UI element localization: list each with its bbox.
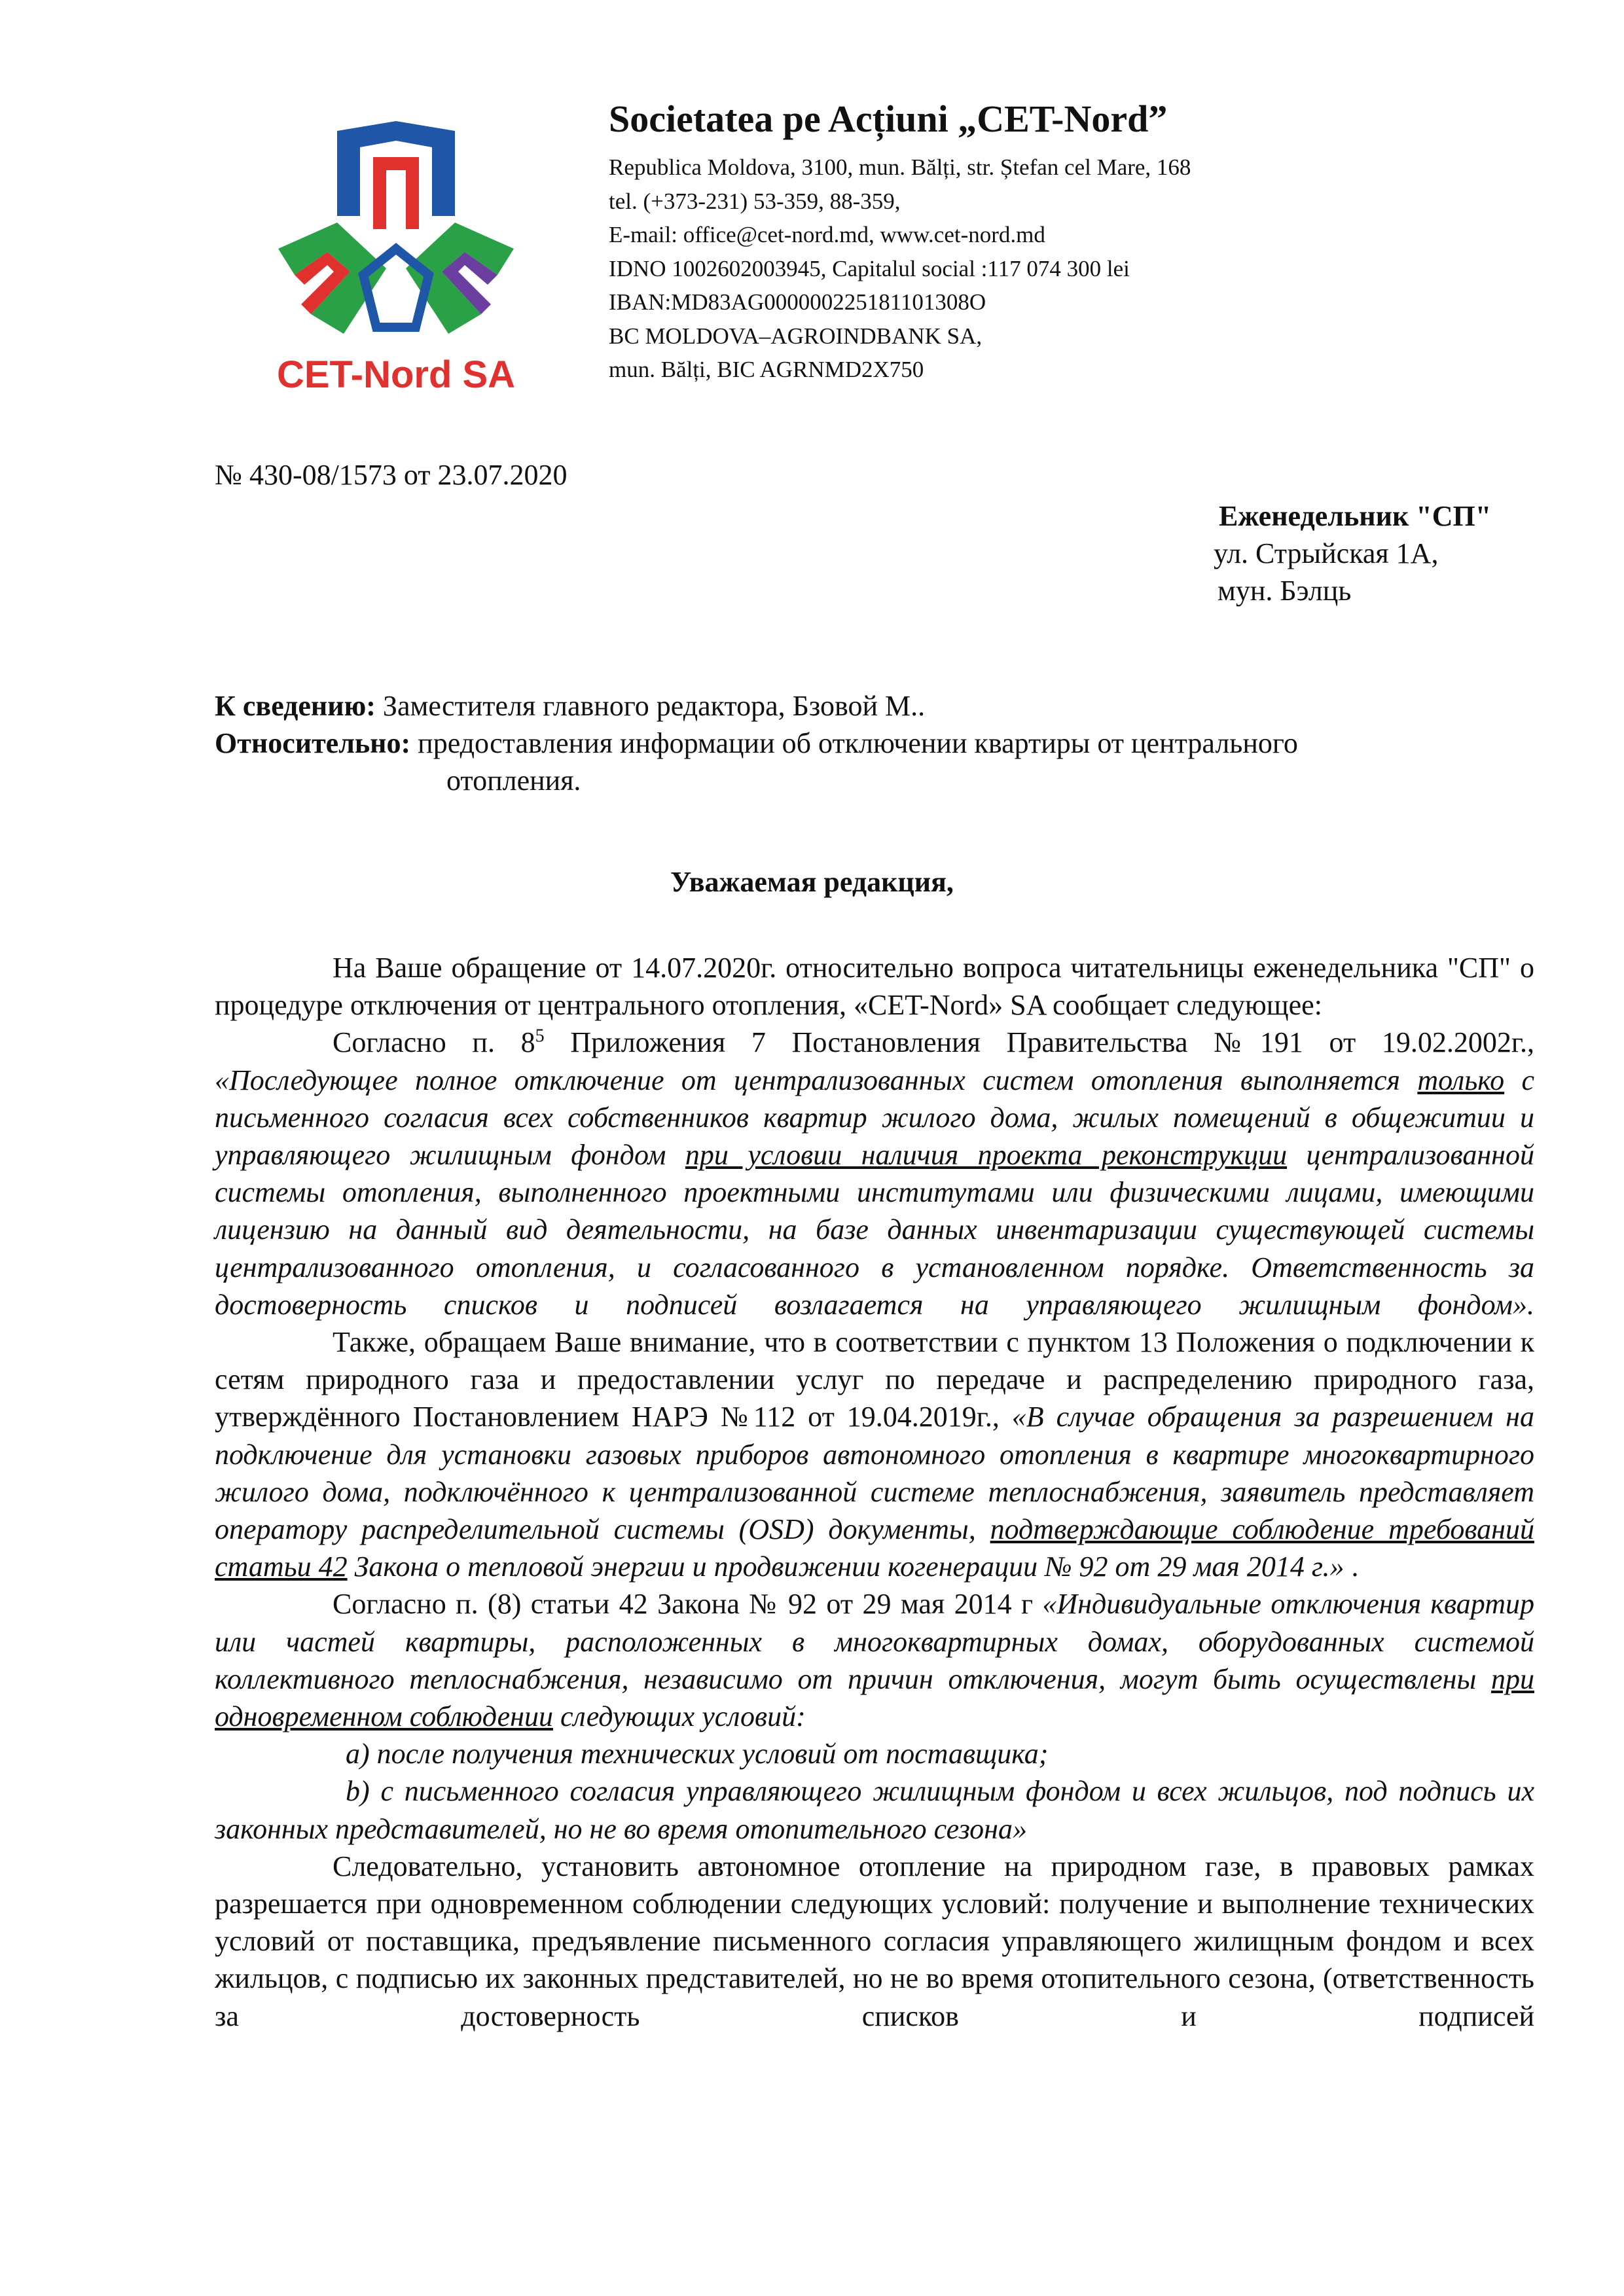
p3-q2: Закона о тепловой энергии и продвижении когенерации № 92 от 29 мая 2014 г.» (347, 1551, 1344, 1583)
company-contacts (609, 151, 1191, 387)
p3-u1: подтверждающие соблюдение требований статьи 42 (215, 1513, 1534, 1583)
p2-start: Согласно п. 8 (333, 1026, 535, 1059)
letter-body (215, 949, 1534, 2035)
subject-text-2: отопления. (446, 764, 581, 797)
logo-wordmark: CET-Nord SA (276, 353, 516, 396)
cet-nord-logo (265, 118, 527, 396)
p2-q3: централизованной системы отопления, выполненного проектными институтами или физическими лицами, имеющими лицензию на данный вид деятельности, на базе данных инвентаризации существующей системы централизованного отопления, и согласованного в установленном порядке. Ответственность за достоверность списков и подписей возлагается на управляющего жилищным фондом». (215, 1139, 1535, 1321)
p2-quote (215, 1064, 1534, 1321)
p2-rest: Приложения 7 Постановления Правительства №191 от 19.02.2002г., (544, 1026, 1534, 1059)
contact-line-phone: tel. (+373-231) 53-359, 88-359, (609, 188, 901, 214)
recipient-city: мун. Бэлць (1218, 575, 1352, 607)
recipient-street: ул. Стрыйская 1А, (1214, 537, 1439, 569)
p2-u2: при условии наличия проекта реконструкции (685, 1139, 1288, 1172)
contact-line-iban: IBAN:MD83AG000000225181101308O (609, 289, 986, 315)
paragraph-2 (215, 1024, 1534, 1323)
recipient-name: Еженедельник "СП" (1219, 500, 1492, 532)
p2-sup: 5 (535, 1026, 545, 1047)
attention-line (215, 687, 1458, 725)
paragraph-4 (215, 1585, 1534, 1735)
contact-line-address: Republica Moldova, 3100, mun. Bălți, str. Ștefan cel Mare, 168 (609, 154, 1191, 180)
p4-start: Согласно п. (8) статьи 42 Закона № 92 от 29 мая 2014 г (333, 1588, 1043, 1621)
attention-label: К сведению: (215, 690, 376, 722)
p3-q1: «В случае обращения за разрешением на подключение для установки газовых приборов автономного отопления в квартире многоквартирного жилого дома, подключённого к централизованной системе теплоснабжения, заявитель представляет оператору распределительной системы (OSD) документы, (215, 1401, 1534, 1546)
subject-label: Относительно: (215, 727, 411, 759)
p3-end: . (1344, 1551, 1359, 1583)
document-number: № 430-08/1573 от 23.07.2020 (215, 459, 568, 491)
contact-line-bank: BC MOLDOVA–AGROINDBANK SA, (609, 323, 983, 349)
attention-text: Заместителя главного редактора, Бзовой М.. (375, 690, 926, 722)
contact-line-idno: IDNO 1002602003945, Capitalul social :117 074 300 lei (609, 255, 1130, 281)
subject-text-1: предоставления информации об отключении квартиры от центрального (410, 727, 1298, 759)
p2-q2: с письменного согласия всех собственников квартир жилого дома, жилых помещений в общежитии и управляющего жилищным фондом (215, 1064, 1534, 1172)
p2-q1: «Последующее полное отключение от централизованных систем отопления выполняется (215, 1064, 1418, 1096)
paragraph-1: На Ваше обращение от 14.07.2020г. относительно вопроса читательницы еженедельника "СП" о процедуре отключения от центрального отопления, «CET-Nord» SA сообщает следующее: (215, 952, 1534, 1022)
paragraph-5: Следовательно, установить автономное отопление на природном газе, в правовых рамках разрешается при одновременном соблюдении следующих условий: получение и выполнение технических условий от поставщика, предъявление письменного согласия управляющего жилищным фондом и всех жильцов, с подписью их законных представителей, но не во время отопительного сезона, (ответственность за достоверность списков и подписей (215, 1850, 1534, 2032)
recipient-block (1214, 497, 1492, 609)
p2-u1: только (1417, 1064, 1505, 1096)
paragraph-4-a: a) после получения технических условий от поставщика; (346, 1738, 1049, 1770)
contact-line-email: E-mail: office@cet-nord.md, www.cet-nord.md (609, 222, 1045, 247)
subject-line (215, 725, 1458, 762)
company-name: Societatea pe Acțiuni „CET-Nord” (609, 98, 1168, 140)
contact-line-bic: mun. Bălți, BIC AGRNMD2X750 (609, 357, 924, 382)
paragraph-3 (215, 1323, 1534, 1585)
p3-start: Также, обращаем Ваше внимание, что в соответствии с пунктом 13 Положения о подключении к сетям природного газа и предоставлении услуг по передаче и распределению природного газа, утверждённого Постановлением НАРЭ №112 от 19.04.2019г., (215, 1326, 1534, 1433)
salutation: Уважаемая редакция, (670, 866, 954, 898)
attention-subject-block (215, 687, 1458, 799)
p4-q2: следующих условий: (552, 1700, 806, 1733)
paragraph-4-b: b) с письменного согласия управляющего жилищным фондом и всех жильцов, под подпись их законных представителей, но не во время отопительного сезона» (215, 1775, 1534, 1845)
p4-u1: при одновременном соблюдении (215, 1662, 1534, 1733)
p4-q1: «Индивидуальные отключения квартир или частей квартиры, расположенных в многоквартирных домах, оборудованных системой коллективного теплоснабжения, независимо от причин отключения, могут быть осуществлены (215, 1588, 1534, 1695)
